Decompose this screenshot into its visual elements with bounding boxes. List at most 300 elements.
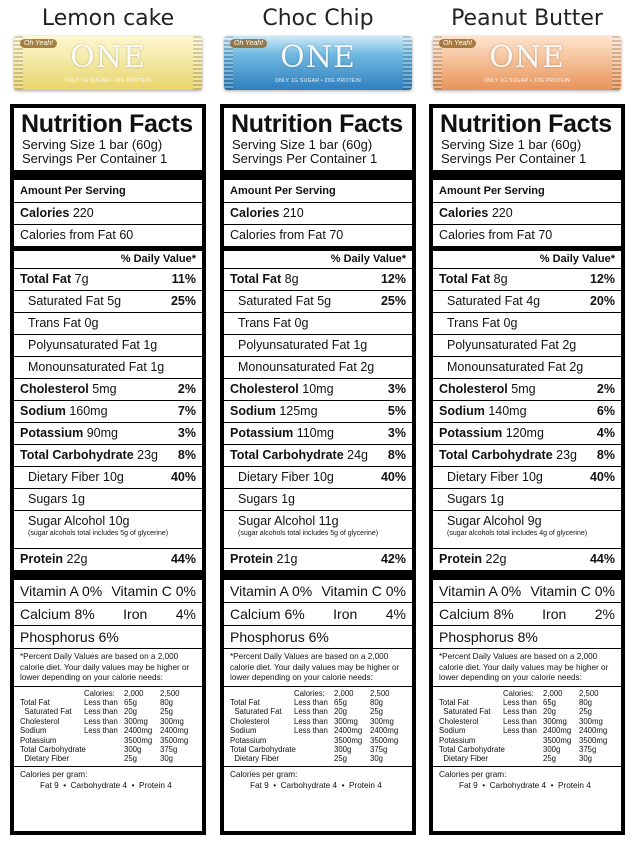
cholesterol-row	[224, 378, 412, 400]
sodium-row-label	[230, 401, 318, 422]
potassium-row	[224, 422, 412, 444]
calories-row-amount: 210	[282, 206, 304, 220]
calories-from-fat-row-amount: 70	[329, 228, 344, 242]
product-wrapper-image	[433, 36, 621, 90]
monounsaturated-fat-row	[14, 356, 202, 378]
table-cell: Less than	[294, 716, 328, 726]
cholesterol-row	[433, 378, 621, 400]
trans-fat-row-amount: 0g	[294, 316, 309, 330]
sugar-alcohol-note: (sugar alcohols total includes 4g of glycerine)	[447, 530, 588, 537]
sugars-row-name: Sugars	[28, 492, 68, 506]
potassium-row-daily-value: 3%	[177, 426, 196, 440]
sugar-alcohol-amount: 11g	[318, 514, 339, 528]
daily-values-table-row	[230, 698, 406, 707]
calories-row	[433, 202, 621, 224]
saturated-fat-row-daily-value: 25%	[380, 294, 406, 308]
sugar-alcohol-note: (sugar alcohols total includes 5g of glycerine)	[238, 530, 379, 537]
table-cell: 300g	[543, 744, 561, 754]
total-fat-row-name: Total Fat	[439, 272, 491, 286]
trans-fat-row-amount: 0g	[503, 316, 518, 330]
saturated-fat-row-daily-value: 25%	[170, 294, 196, 308]
total-fat-row	[433, 268, 621, 290]
protein-row-daily-value: 42%	[380, 552, 406, 566]
total-fat-row-amount: 8g	[493, 272, 508, 286]
table-cell: 375g	[370, 744, 388, 754]
table-cell	[294, 736, 334, 745]
table-cell: 25g	[334, 754, 348, 764]
table-header-cell: 2,500	[370, 688, 390, 698]
table-cell: Less than	[84, 726, 118, 736]
table-cell: Cholesterol	[20, 716, 60, 726]
polyunsaturated-fat-row	[14, 334, 202, 356]
total-carbohydrate-row-label	[230, 445, 368, 466]
dietary-fiber-row-label	[28, 467, 124, 488]
daily-values-table	[433, 686, 621, 766]
polyunsaturated-fat-row-name: Polyunsaturated Fat	[28, 338, 140, 352]
cholesterol-row-name: Cholesterol	[439, 382, 508, 396]
calories-per-gram-label: Calories per gram:	[230, 769, 298, 779]
table-cell: 20g	[543, 707, 557, 717]
daily-values-table-row	[230, 717, 406, 726]
nutrition-facts-title: Nutrition Facts	[231, 110, 403, 138]
table-header-cell: 2,000	[124, 688, 144, 698]
total-carbohydrate-row-name: Total Carbohydrate	[439, 448, 553, 462]
daily-values-table-row	[230, 754, 406, 763]
product-column	[10, 0, 206, 790]
saturated-fat-row-name: Saturated Fat	[28, 294, 104, 308]
calcium: Calcium 6%	[230, 606, 305, 622]
vitamins-row	[433, 580, 621, 602]
minerals-row	[433, 602, 621, 625]
nutrition-facts-panel	[429, 104, 625, 835]
nutrition-facts-panel	[220, 104, 416, 835]
potassium-row-daily-value: 4%	[596, 426, 615, 440]
cholesterol-row-amount: 10mg	[302, 382, 334, 396]
monounsaturated-fat-row-label	[28, 357, 164, 378]
sugar-alcohol-row	[14, 510, 202, 548]
saturated-fat-row-label	[447, 291, 540, 312]
trans-fat-row	[433, 312, 621, 334]
table-cell: Less than	[84, 707, 118, 717]
dietary-fiber-row-amount: 10g	[313, 470, 334, 484]
thick-divider	[14, 170, 202, 180]
saturated-fat-row-name: Saturated Fat	[447, 294, 523, 308]
total-fat-row-name: Total Fat	[20, 272, 72, 286]
table-cell: Total Fat	[439, 697, 469, 707]
potassium-row-label	[439, 423, 544, 444]
potassium-row-name: Potassium	[439, 426, 503, 440]
thick-divider	[433, 570, 621, 580]
calories-from-fat-row-name: Calories from Fat	[439, 228, 535, 242]
table-cell: Dietary Fiber	[230, 754, 279, 764]
sodium-row	[224, 400, 412, 422]
daily-values-table-row	[20, 736, 196, 745]
potassium-row-name: Potassium	[230, 426, 294, 440]
daily-values-footnote: *Percent Daily Values are based on a 2,000 calorie diet. Your daily values may be higher or lower depending on your calorie needs:	[14, 648, 202, 686]
calories-from-fat-row	[14, 224, 202, 246]
calories-row	[224, 202, 412, 224]
table-cell: Less than	[84, 697, 118, 707]
saturated-fat-row-name: Saturated Fat	[238, 294, 314, 308]
protein-row	[433, 548, 621, 570]
calories-per-gram	[14, 766, 202, 793]
calories-row-name: Calories	[20, 206, 70, 220]
daily-values-table-row	[20, 707, 196, 716]
flavor-title: Choc Chip	[262, 6, 374, 31]
sugar-alcohol-label	[447, 514, 542, 528]
calories-per-gram-values: Fat 9 • Carbohydrate 4 • Protein 4	[40, 780, 172, 790]
potassium-row-amount: 90mg	[86, 426, 118, 440]
sodium-row-name: Sodium	[20, 404, 66, 418]
minerals-row	[224, 602, 412, 625]
dietary-fiber-row-label	[238, 467, 334, 488]
sugar-alcohol-name: Sugar Alcohol	[28, 514, 106, 528]
protein-row-name: Protein	[439, 552, 483, 566]
dietary-fiber-row-name: Dietary Fiber	[447, 470, 519, 484]
sugars-row-amount: 1g	[71, 492, 85, 506]
table-cell: Potassium	[20, 735, 57, 745]
monounsaturated-fat-row-amount: 2g	[569, 360, 584, 374]
total-carbohydrate-row-name: Total Carbohydrate	[230, 448, 344, 462]
table-cell: 2400mg	[160, 726, 189, 736]
total-fat-row	[224, 268, 412, 290]
sodium-row-label	[439, 401, 527, 422]
saturated-fat-row-label	[28, 291, 121, 312]
calories-from-fat-row-name: Calories from Fat	[230, 228, 326, 242]
daily-values-table-row	[20, 726, 196, 735]
table-cell: 3500mg	[579, 735, 608, 745]
calories-row-label	[20, 203, 94, 224]
total-fat-row	[14, 268, 202, 290]
table-cell: Saturated Fat	[230, 707, 282, 717]
protein-row-label	[439, 549, 506, 570]
calories-from-fat-row-amount: 60	[119, 228, 134, 242]
wrapper-brand-logo: Oh Yeah!	[439, 39, 476, 48]
nutrition-facts-panel	[10, 104, 206, 835]
table-cell: Total Fat	[20, 697, 50, 707]
table-cell: 65g	[543, 697, 557, 707]
dietary-fiber-row-amount: 10g	[522, 470, 543, 484]
sugars-row	[224, 488, 412, 510]
sugar-alcohol-label	[238, 514, 339, 528]
polyunsaturated-fat-row-amount: 2g	[562, 338, 577, 352]
table-header-cell: Calories:	[503, 688, 534, 698]
sodium-row	[14, 400, 202, 422]
sugar-alcohol-row	[433, 510, 621, 548]
sugars-row-name: Sugars	[447, 492, 487, 506]
polyunsaturated-fat-row	[224, 334, 412, 356]
servings-per-container: Servings Per Container 1	[232, 151, 378, 166]
protein-row-daily-value: 44%	[589, 552, 615, 566]
iron-label: Iron	[542, 606, 567, 622]
serving-size: Serving Size 1 bar (60g)	[22, 137, 163, 152]
phosphorus-row	[433, 625, 621, 648]
table-cell: 65g	[124, 697, 138, 707]
table-cell: 375g	[160, 744, 178, 754]
daily-values-table-row	[439, 717, 615, 726]
potassium-row-label	[230, 423, 334, 444]
servings-per-container: Servings Per Container 1	[441, 151, 587, 166]
saturated-fat-row-daily-value: 20%	[589, 294, 615, 308]
table-cell	[84, 754, 124, 763]
table-cell: 20g	[124, 707, 138, 717]
table-cell: Less than	[503, 707, 537, 717]
potassium-row-amount: 120mg	[505, 426, 544, 440]
trans-fat-row-amount: 0g	[84, 316, 99, 330]
calories-from-fat-row	[224, 224, 412, 246]
serving-size: Serving Size 1 bar (60g)	[441, 137, 582, 152]
table-cell: 300g	[334, 744, 352, 754]
daily-value-header: % Daily Value*	[330, 253, 406, 265]
daily-values-table-row	[439, 736, 615, 745]
table-cell	[503, 745, 543, 754]
wrapper-one-logo: ONE	[70, 40, 146, 75]
wrapper-one-logo: ONE	[280, 40, 356, 75]
protein-row	[224, 548, 412, 570]
wrapper-brand-logo: Oh Yeah!	[20, 39, 57, 48]
table-cell	[84, 736, 124, 745]
trans-fat-row-name: Trans Fat	[28, 316, 82, 330]
protein-row	[14, 548, 202, 570]
sodium-row-amount: 140mg	[488, 404, 527, 418]
table-cell: Dietary Fiber	[20, 754, 69, 764]
dietary-fiber-row-amount: 10g	[103, 470, 124, 484]
daily-values-table-row	[230, 726, 406, 735]
protein-row-label	[230, 549, 297, 570]
table-cell: 25g	[370, 707, 384, 717]
table-header-cell: 2,500	[160, 688, 180, 698]
product-column	[220, 0, 416, 790]
daily-values-table	[14, 686, 202, 766]
table-cell: 3500mg	[124, 735, 153, 745]
table-cell: Less than	[503, 726, 537, 736]
sodium-row-name: Sodium	[230, 404, 276, 418]
daily-values-table-header	[230, 689, 406, 698]
table-cell: Potassium	[439, 735, 476, 745]
table-cell: Less than	[84, 716, 118, 726]
daily-values-footnote: *Percent Daily Values are based on a 2,000 calorie diet. Your daily values may be higher or lower depending on your calorie needs:	[433, 648, 621, 686]
table-cell: 3500mg	[543, 735, 572, 745]
monounsaturated-fat-row	[224, 356, 412, 378]
table-cell: 3500mg	[160, 735, 189, 745]
table-cell: 25g	[160, 707, 174, 717]
monounsaturated-fat-row-name: Monounsaturated Fat	[28, 360, 147, 374]
calories-from-fat-row	[433, 224, 621, 246]
table-cell: Cholesterol	[230, 716, 270, 726]
total-fat-row-daily-value: 11%	[171, 272, 196, 286]
calories-per-gram-values: Fat 9 • Carbohydrate 4 • Protein 4	[250, 780, 382, 790]
table-cell: 30g	[160, 754, 174, 764]
total-carbohydrate-row-amount: 24g	[347, 448, 369, 462]
wrapper-tagline: ONLY 1G SUGAR • 20G PROTEIN	[274, 78, 362, 84]
daily-values-table-header	[439, 689, 615, 698]
total-carbohydrate-row-daily-value: 8%	[596, 448, 615, 462]
table-cell: 80g	[160, 697, 174, 707]
table-header-cell	[230, 689, 294, 698]
potassium-row-amount: 110mg	[296, 426, 334, 440]
table-header-cell: 2,000	[543, 688, 563, 698]
cholesterol-row-daily-value: 2%	[596, 382, 615, 396]
potassium-row	[14, 422, 202, 444]
table-cell: 300g	[124, 744, 142, 754]
sodium-row-name: Sodium	[439, 404, 485, 418]
calories-row-label	[230, 203, 304, 224]
iron-daily-value: 2%	[594, 606, 615, 622]
polyunsaturated-fat-row-name: Polyunsaturated Fat	[238, 338, 350, 352]
daily-values-table-row	[20, 754, 196, 763]
cholesterol-row-name: Cholesterol	[20, 382, 89, 396]
table-cell: 80g	[370, 697, 384, 707]
calories-row-name: Calories	[230, 206, 280, 220]
dietary-fiber-row	[14, 466, 202, 488]
protein-row-amount: 22g	[66, 552, 88, 566]
table-cell: Total Carbohydrate	[20, 744, 86, 754]
calories-row	[14, 202, 202, 224]
table-cell: Sodium	[439, 726, 466, 736]
cholesterol-row	[14, 378, 202, 400]
sodium-row	[433, 400, 621, 422]
potassium-row-label	[20, 423, 118, 444]
daily-values-table-row	[230, 745, 406, 754]
nutrition-facts-title: Nutrition Facts	[440, 110, 612, 138]
sugars-row-name: Sugars	[238, 492, 278, 506]
table-cell: Less than	[294, 697, 328, 707]
amount-per-serving: Amount Per Serving	[230, 185, 336, 197]
trans-fat-row-label	[238, 313, 308, 334]
daily-values-table-row	[20, 717, 196, 726]
calories-from-fat-row-label	[20, 225, 133, 246]
dietary-fiber-row-daily-value: 40%	[170, 470, 196, 484]
daily-values-footnote: *Percent Daily Values are based on a 2,000 calorie diet. Your daily values may be higher or lower depending on your calorie needs:	[224, 648, 412, 686]
table-cell: Less than	[503, 716, 537, 726]
total-fat-row-amount: 7g	[74, 272, 89, 286]
calories-row-label	[439, 203, 513, 224]
table-cell: 65g	[334, 697, 348, 707]
saturated-fat-row-amount: 5g	[107, 294, 122, 308]
daily-values-table-row	[230, 736, 406, 745]
table-cell: 300mg	[334, 716, 358, 726]
daily-values-table-row	[439, 754, 615, 763]
table-cell: 300mg	[579, 716, 603, 726]
table-cell: 300mg	[124, 716, 148, 726]
table-cell: Less than	[294, 726, 328, 736]
dietary-fiber-row-name: Dietary Fiber	[238, 470, 310, 484]
wrapper-tagline: ONLY 1G SUGAR • 20G PROTEIN	[64, 78, 152, 84]
table-cell: 25g	[543, 754, 557, 764]
sodium-row-amount: 160mg	[69, 404, 108, 418]
sugars-row	[433, 488, 621, 510]
phosphorus: Phosphorus 6%	[230, 629, 329, 645]
table-cell: Saturated Fat	[439, 707, 491, 717]
vitamin-c: Vitamin C 0%	[321, 583, 406, 599]
sugars-row-amount: 1g	[281, 492, 295, 506]
calories-from-fat-row-label	[439, 225, 552, 246]
sodium-row-label	[20, 401, 108, 422]
iron-label: Iron	[333, 606, 358, 622]
table-cell: Total Carbohydrate	[439, 744, 505, 754]
monounsaturated-fat-row-amount: 2g	[360, 360, 375, 374]
vitamin-a: Vitamin A 0%	[230, 583, 313, 599]
wrapper-brand-logo: Oh Yeah!	[230, 39, 267, 48]
table-cell: Sodium	[230, 726, 257, 736]
table-cell: 300mg	[543, 716, 567, 726]
daily-values-table-header	[20, 689, 196, 698]
sugar-alcohol-name: Sugar Alcohol	[447, 514, 525, 528]
table-cell	[294, 745, 334, 754]
vitamin-a: Vitamin A 0%	[20, 583, 103, 599]
monounsaturated-fat-row-label	[238, 357, 374, 378]
table-cell: Total Carbohydrate	[230, 744, 296, 754]
wrapper-tagline: ONLY 1G SUGAR • 20G PROTEIN	[483, 78, 571, 84]
flavor-title: Peanut Butter	[451, 6, 603, 31]
trans-fat-row-name: Trans Fat	[447, 316, 501, 330]
calories-per-gram-values: Fat 9 • Carbohydrate 4 • Protein 4	[459, 780, 591, 790]
daily-value-header: % Daily Value*	[120, 253, 196, 265]
sodium-row-daily-value: 5%	[387, 404, 406, 418]
sodium-row-daily-value: 6%	[596, 404, 615, 418]
daily-values-table-row	[20, 745, 196, 754]
sugar-alcohol-note: (sugar alcohols total includes 5g of glycerine)	[28, 530, 169, 537]
table-cell: 300mg	[160, 716, 184, 726]
cholesterol-row-name: Cholesterol	[230, 382, 299, 396]
protein-row-label	[20, 549, 87, 570]
dietary-fiber-row-label	[447, 467, 543, 488]
sugars-row	[14, 488, 202, 510]
calories-from-fat-row-amount: 70	[538, 228, 553, 242]
sodium-row-amount: 125mg	[279, 404, 318, 418]
cholesterol-row-label	[20, 379, 117, 400]
table-cell: 300mg	[370, 716, 394, 726]
polyunsaturated-fat-row-amount: 1g	[353, 338, 368, 352]
saturated-fat-row	[433, 290, 621, 312]
table-cell: 80g	[579, 697, 593, 707]
cholesterol-row-label	[439, 379, 536, 400]
sugars-row-label	[28, 489, 85, 510]
calcium: Calcium 8%	[439, 606, 514, 622]
table-cell	[294, 754, 334, 763]
cholesterol-row-amount: 5mg	[511, 382, 536, 396]
table-cell: Sodium	[20, 726, 47, 736]
table-header-cell: 2,000	[334, 688, 354, 698]
saturated-fat-row-amount: 4g	[526, 294, 541, 308]
sugar-alcohol-name: Sugar Alcohol	[238, 514, 316, 528]
daily-values-table-row	[439, 726, 615, 735]
table-cell: 2400mg	[334, 726, 363, 736]
table-cell: 375g	[579, 744, 597, 754]
calcium: Calcium 8%	[20, 606, 95, 622]
total-fat-row-daily-value: 12%	[589, 272, 615, 286]
calories-row-amount: 220	[491, 206, 513, 220]
total-carbohydrate-row	[433, 444, 621, 466]
calories-from-fat-row-name: Calories from Fat	[20, 228, 116, 242]
table-cell	[503, 736, 543, 745]
total-carbohydrate-row-label	[439, 445, 577, 466]
table-cell	[503, 754, 543, 763]
phosphorus-row	[14, 625, 202, 648]
amount-per-serving: Amount Per Serving	[20, 185, 126, 197]
table-cell: Saturated Fat	[20, 707, 72, 717]
phosphorus-row	[224, 625, 412, 648]
trans-fat-row-name: Trans Fat	[238, 316, 292, 330]
table-cell: 2400mg	[579, 726, 608, 736]
flavor-title: Lemon cake	[41, 6, 175, 31]
calories-per-gram	[224, 766, 412, 793]
vitamin-a: Vitamin A 0%	[439, 583, 522, 599]
daily-values-table-row	[20, 698, 196, 707]
iron-daily-value: 4%	[385, 606, 406, 622]
calories-per-gram-label: Calories per gram:	[439, 769, 507, 779]
total-carbohydrate-row-daily-value: 8%	[177, 448, 196, 462]
